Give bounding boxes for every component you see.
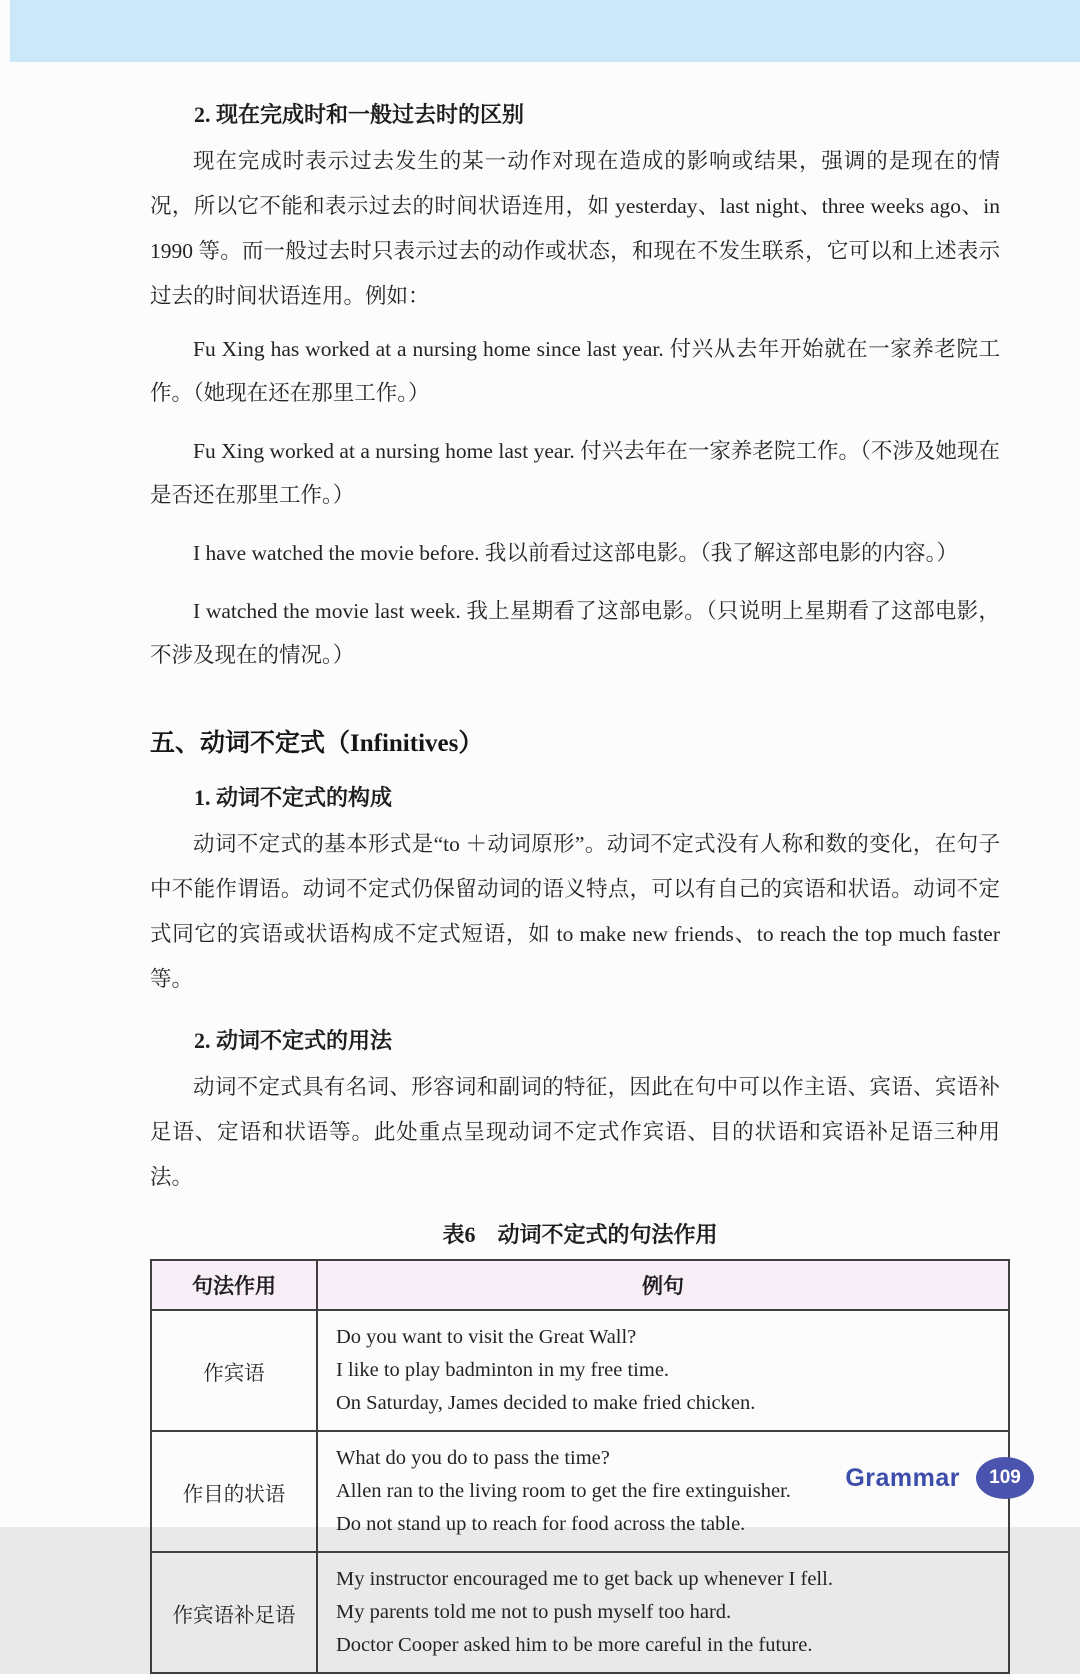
table-caption: 表6 动词不定式的句法作用	[442, 1222, 718, 1247]
infinitive-form-paragraph: 动词不定式的基本形式是“to ＋动词原形”。动词不定式没有人称和数的变化，在句子中不能作谓语。动词不定式仍保留动词的语义特点，可以有自己的宾语和状语。动词不定式同它的宾语或状语构成不定式短语，如 to make new friends、to reach the top much faster 等。	[150, 832, 1000, 991]
page-footer	[845, 1457, 1034, 1499]
table-row	[151, 1310, 1009, 1431]
heading-infinitive-usage: 2. 动词不定式的用法	[194, 1028, 393, 1053]
page-number-badge: 109	[976, 1457, 1034, 1499]
page-content	[150, 62, 1010, 1674]
tense-example-2: Fu Xing worked at a nursing home last year. 付兴去年在一家养老院工作。（不涉及她现在是否还在那里工作。）	[150, 439, 1000, 507]
header-decoration-bar	[10, 0, 1080, 62]
heading-infinitive-form: 1. 动词不定式的构成	[194, 785, 393, 810]
example-sentence: My instructor encouraged me to get back up whenever I fell.	[336, 1568, 833, 1590]
example-sentence: My parents told me not to push myself too hard.	[336, 1601, 732, 1623]
table-header-row	[151, 1260, 1009, 1310]
table-row	[151, 1552, 1009, 1673]
heading-infinitives-section: 五、动词不定式（Infinitives）	[150, 730, 484, 757]
examples-cell	[317, 1552, 1009, 1673]
column-header-role: 句法作用	[151, 1260, 317, 1310]
example-sentence: I like to play badminton in my free time.	[336, 1359, 670, 1381]
examples-cell	[317, 1310, 1009, 1431]
tense-example-4: I watched the movie last week. 我上星期看了这部电影。（只说明上星期看了这部电影，不涉及现在的情况。）	[150, 599, 1000, 667]
column-header-examples: 例句	[317, 1260, 1009, 1310]
role-cell-object: 作宾语	[151, 1310, 317, 1431]
example-sentence: Do you want to visit the Great Wall?	[336, 1326, 637, 1348]
example-sentence: What do you do to pass the time?	[336, 1447, 610, 1469]
tense-example-1: Fu Xing has worked at a nursing home since last year. 付兴从去年开始就在一家养老院工作。（她现在还在那里工作。）	[150, 337, 1000, 405]
role-cell-adverbial-purpose: 作目的状语	[151, 1431, 317, 1552]
tense-intro-paragraph: 现在完成时表示过去发生的某一动作对现在造成的影响或结果，强调的是现在的情况，所以它不能和表示过去的时间状语连用，如 yesterday、last night、three weeks ago、in 1990 等。而一般过去时只表示过去的动作或状态，和现在不发生联系，它可以和上述表示过去的时间状语连用。例如：	[150, 149, 1000, 308]
role-cell-object-complement: 作宾语补足语	[151, 1552, 317, 1673]
example-sentence: Do not stand up to reach for food across the table.	[336, 1513, 746, 1535]
tense-example-3: I have watched the movie before. 我以前看过这部电影。（我了解这部电影的内容。）	[193, 541, 958, 565]
example-sentence: On Saturday, James decided to make fried chicken.	[336, 1392, 756, 1414]
infinitive-usage-paragraph: 动词不定式具有名词、形容词和副词的特征，因此在句中可以作主语、宾语、宾语补足语、定语和状语等。此处重点呈现动词不定式作宾语、目的状语和宾语补足语三种用法。	[150, 1075, 1000, 1189]
example-sentence: Doctor Cooper asked him to be more careful in the future.	[336, 1634, 813, 1656]
heading-tense-difference: 2. 现在完成时和一般过去时的区别	[194, 102, 525, 127]
footer-section-label: Grammar	[845, 1463, 960, 1492]
example-sentence: Allen ran to the living room to get the fire extinguisher.	[336, 1480, 791, 1502]
